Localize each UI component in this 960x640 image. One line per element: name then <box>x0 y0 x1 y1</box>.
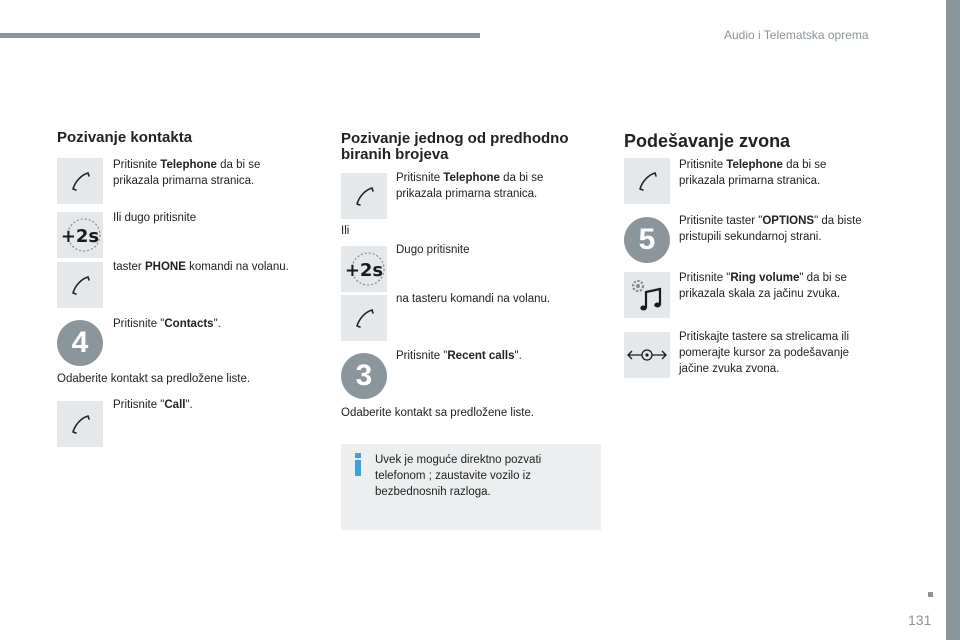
info-note-text: Uvek je moguće direktno pozvati telefonom ; zaustavite vozilo iz bezbednosnih razloga. <box>375 454 542 498</box>
step-5-badge: 5 <box>624 217 670 263</box>
svg-text:+2s: +2s <box>344 260 384 281</box>
hold-2s-icon <box>341 246 387 292</box>
col3-step1-text: Pritisnite Telephone da bi se prikazala primarna stranica. <box>679 159 827 187</box>
col2-or-text: Ili <box>341 225 350 237</box>
col2-wheel-text: na tasteru komandi na volanu. <box>396 293 551 305</box>
phone-handset-icon <box>57 262 103 308</box>
col2-recent-text: Pritisnite "Recent calls". <box>396 350 522 362</box>
col2-hold-text: Dugo pritisnite <box>396 244 470 256</box>
step-4-badge: 4 <box>57 320 103 366</box>
col1-hold-text: Ili dugo pritisnite <box>113 212 197 224</box>
volume-slider-icon <box>624 332 670 378</box>
section-label: Audio i Telematska oprema <box>724 28 869 42</box>
phone-handset-icon <box>341 295 387 341</box>
phone-handset-icon <box>57 158 103 204</box>
heading-ringtone-settings: Podešavanje zvona <box>624 131 791 151</box>
col1-select-text: Odaberite kontakt sa predložene liste. <box>57 373 251 385</box>
heading-recent-calls: Pozivanje jednog od predhodno biranih brojeva <box>341 130 569 163</box>
page-dot <box>928 592 933 597</box>
step-3-badge: 3 <box>341 353 387 399</box>
svg-text:+2s: +2s <box>60 226 100 247</box>
col1-step1-text: Pritisnite Telephone da bi se prikazala primarna stranica. <box>113 159 261 187</box>
phone-handset-icon <box>341 173 387 219</box>
ringtone-settings-icon <box>624 272 670 318</box>
col2-select-text: Odaberite kontakt sa predložene liste. <box>341 407 535 419</box>
heading-call-contact: Pozivanje kontakta <box>57 129 193 146</box>
col1-contacts-text: Pritisnite "Contacts". <box>113 318 221 330</box>
col2-step1-text: Pritisnite Telephone da bi se prikazala primarna stranica. <box>396 172 544 200</box>
col1-phone-text: taster PHONE komandi na volanu. <box>113 261 289 273</box>
info-note-box <box>341 444 601 530</box>
col3-ring-text: Pritisnite "Ring volume" da bi se prikazala skala za jačinu zvuka. <box>679 272 847 300</box>
phone-handset-icon <box>57 401 103 447</box>
col3-slider-text: Pritiskajte tastere sa strelicama ili pomerajte kursor za podešavanje jačine zvuka zvona. <box>679 331 850 375</box>
header-rule <box>0 33 480 38</box>
page-edge-bar <box>946 0 960 640</box>
hold-2s-icon <box>57 212 103 258</box>
info-icon <box>353 453 363 475</box>
page-number: 131 <box>908 612 932 628</box>
col3-options-text: Pritisnite taster "OPTIONS" da biste pristupili sekundarnoj strani. <box>679 215 862 243</box>
col1-call-text: Pritisnite "Call". <box>113 399 193 411</box>
phone-handset-icon <box>624 158 670 204</box>
